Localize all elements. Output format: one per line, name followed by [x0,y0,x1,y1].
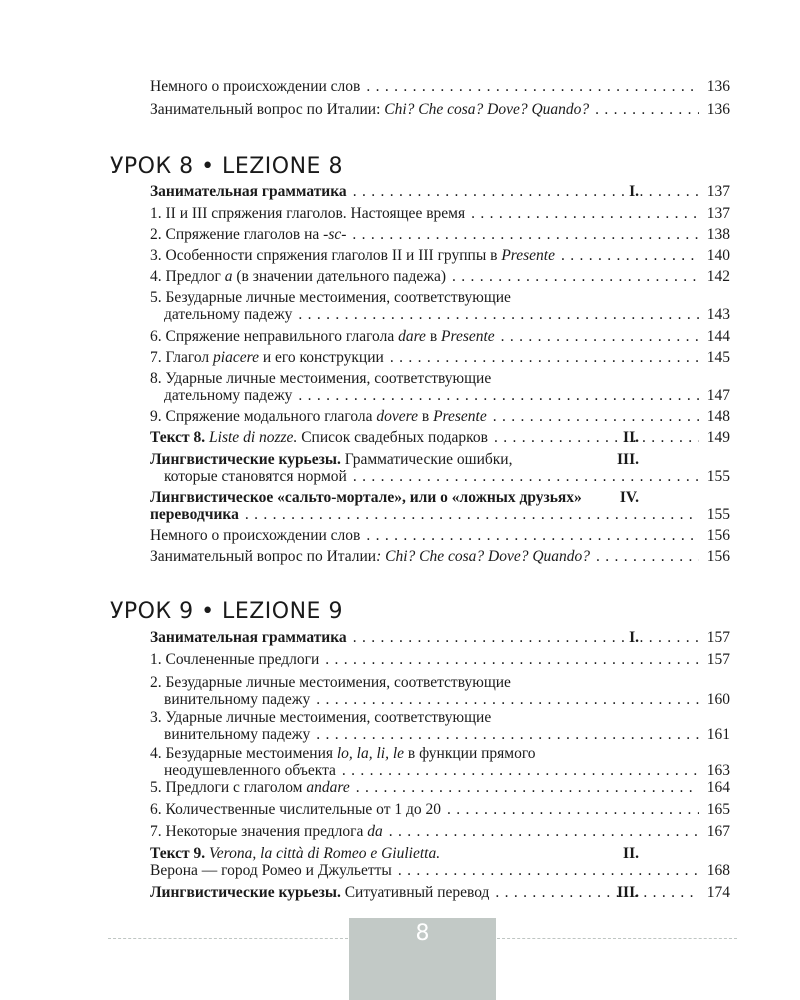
entry-title-bold: Лингвистические курьезы. [150,884,341,901]
dot-leader [501,327,699,347]
entry-title-rest: Список свадебных подарков [297,429,488,446]
entry-title: Занимательная грамматика [150,629,347,646]
toc-entry[interactable] [112,386,730,406]
toc-entry[interactable] [112,348,730,368]
entry-title-italic: Chi? Che cosa? Dove? Quando? [384,101,590,118]
toc-entry[interactable] [112,407,730,427]
entry-title: Занимательный вопрос по Италии: [150,101,385,118]
entry-title-bold: Лингвистическое «сальто-мортале», или о «ложных друзьях» [150,489,582,506]
entry-title-italic: Verona, la città di Romeo e Giulietta. [209,845,441,862]
dot-leader [245,505,699,525]
entry-title-rest: в [418,408,434,425]
entry-title: 6. Спряжение неправильного глагола [150,328,399,345]
toc-entry[interactable] [112,800,730,820]
dot-leader [352,225,698,245]
dot-leader [471,204,699,224]
entry-title: 3. Ударные личные местоимения, соответствующие [150,709,492,726]
toc-entry[interactable] [112,225,730,245]
entry-title-bold: переводчика [150,506,239,523]
section-numeral: II. [623,429,639,446]
entry-page: 157 [706,629,730,646]
entry-page: 161 [706,726,730,743]
dot-leader [398,861,699,881]
entry-title-italic: Liste di nozze. [209,429,298,446]
entry-page: 167 [706,823,730,840]
entry-page: 160 [706,691,730,708]
entry-title: 4. Предлог [150,268,225,285]
footer-rule-right [497,938,737,939]
toc-entry[interactable] [112,861,730,881]
entry-title-italic: Presente [433,408,487,425]
entry-title-rest: Грамматические ошибки, [340,451,513,468]
section-numeral: IV. [619,489,639,506]
toc-entry[interactable] [112,650,730,670]
entry-page: 137 [706,183,730,200]
entry-title-bold: Текст 9. [150,845,210,862]
section-numeral: I. [629,183,639,200]
toc-entry[interactable] [112,822,730,842]
dot-leader [390,348,699,368]
dot-leader [447,800,699,820]
entry-page: 174 [706,884,730,901]
lesson-9-heading: УРОК 9 • LEZIONE 9 [110,599,343,624]
entry-title-rest: в [425,328,442,345]
toc-entry[interactable] [112,778,730,798]
entry-title-italic: dovere [376,408,419,425]
dot-leader [353,628,699,648]
section-numeral: II. [623,845,639,862]
dot-leader [366,526,698,546]
entry-page: 147 [706,387,730,404]
lesson-8-heading: УРОК 8 • LEZIONE 8 [110,154,343,179]
toc-entry[interactable] [112,547,730,567]
entry-title: 1. Сочлененные предлоги [150,651,320,668]
entry-title: неодушевленного объекта [164,762,336,779]
toc-entry[interactable] [112,204,730,224]
entry-page: 136 [706,101,730,118]
toc-entry[interactable] [112,182,730,202]
dot-leader [298,386,698,406]
entry-title-rest: и его конструкции [258,349,384,366]
section-numeral: III. [617,451,639,468]
section-numeral: I. [629,629,639,646]
page-number: 8 [415,921,430,946]
toc-entry[interactable] [112,305,730,325]
dot-leader [561,246,699,266]
entry-page: 164 [706,779,730,796]
entry-title: 7. Глагол [150,349,214,366]
entry-page: 155 [706,468,730,485]
toc-entry[interactable] [112,725,730,745]
entry-page: 148 [706,408,730,425]
entry-page: 136 [706,78,730,95]
entry-title-italic: Presente [441,328,495,345]
dot-leader [495,883,698,903]
toc-entry[interactable] [112,628,730,648]
entry-title: 9. Спряжение модального глагола [150,408,377,425]
toc-entry[interactable] [112,246,730,266]
entry-title: 2. Спряжение глаголов на [150,226,324,243]
entry-title-italic: lo, la, li, le [336,745,405,762]
dot-leader [595,100,699,120]
entry-page: 149 [706,429,730,446]
entry-page: 140 [706,247,730,264]
entry-title: 6. Количественные числительные от 1 до 20 [150,801,441,818]
entry-title: 1. II и III спряжения глаголов. Настоящее время [150,205,466,222]
entry-page: 156 [706,548,730,565]
toc-entry[interactable] [112,505,730,525]
dot-leader [366,77,698,97]
toc-entry[interactable] [112,77,730,97]
entry-title-italic: -sc- [323,226,347,243]
entry-title: 5. Безударные личные местоимения, соответствующие [150,289,511,306]
toc-entry[interactable] [112,327,730,347]
dot-leader [325,650,698,670]
entry-title: Верона — город Ромео и Джульетты [150,862,392,879]
entry-title: 7. Некоторые значения предлога [150,823,368,840]
toc-entry[interactable] [112,690,730,710]
entry-title: которые становятся нормой [164,468,347,485]
dot-leader [356,778,699,798]
entry-title: 2. Безударные личные местоимения, соответствующие [150,674,511,691]
entry-title-rest: Ситуативный перевод [340,884,490,901]
entry-title-rest: в функции прямого [404,745,536,762]
toc-entry[interactable] [112,526,730,546]
entry-page: 145 [706,349,730,366]
entry-page: 137 [706,205,730,222]
entry-page: 156 [706,527,730,544]
dot-leader [596,547,699,567]
entry-title-italic: andare [306,779,350,796]
dot-leader [353,467,699,487]
entry-title-italic: dare [398,328,426,345]
entry-title: винительному падежу [164,691,311,708]
entry-page: 138 [706,226,730,243]
entry-page: 143 [706,306,730,323]
dot-leader [316,690,699,710]
dot-leader [316,725,699,745]
entry-page: 168 [706,862,730,879]
entry-title: Занимательная грамматика [150,183,347,200]
dot-leader [353,182,699,202]
toc-entry[interactable] [112,467,730,487]
section-numeral: III. [617,884,639,901]
entry-title-italic: da [367,823,383,840]
entry-title: дательному падежу [164,387,293,404]
entry-title-italic: piacere [213,349,259,366]
entry-page: 142 [706,268,730,285]
entry-title: 4. Безударные местоимения [150,745,337,762]
entry-title: 5. Предлоги с глаголом [150,779,307,796]
entry-title: Занимательный вопрос по Италии [150,548,377,565]
dot-leader [494,428,699,448]
entry-title: дательному падежу [164,306,293,323]
footer-rule-left [108,938,348,939]
entry-title: Немного о происхождении слов [150,527,361,544]
entry-page: 157 [706,651,730,668]
entry-page: 144 [706,328,730,345]
entry-page: 165 [706,801,730,818]
toc-entry[interactable] [112,428,730,448]
dot-leader [493,407,699,427]
entry-title: Немного о происхождении слов [150,78,361,95]
toc-entry[interactable] [112,883,730,903]
toc-entry[interactable] [112,267,730,287]
dot-leader [298,305,698,325]
dot-leader [452,267,699,287]
dot-leader [389,822,699,842]
entry-title: 8. Ударные личные местоимения, соответствующие [150,370,492,387]
entry-title-italic: a [224,268,233,285]
toc-entry[interactable] [112,100,730,120]
entry-title-italic: : Chi? Che cosa? Dove? Quando? [376,548,591,565]
entry-title-rest: (в значении дательного падежа) [232,268,446,285]
entry-page: 155 [706,506,730,523]
entry-title: 3. Особенности спряжения глаголов II и III группы в [150,247,502,264]
entry-title-bold: Текст 8. [150,429,210,446]
entry-title-italic: Presente [501,247,555,264]
entry-title: винительному падежу [164,726,311,743]
entry-title-bold: Лингвистические курьезы. [150,451,341,468]
entry-page: 163 [706,762,730,779]
